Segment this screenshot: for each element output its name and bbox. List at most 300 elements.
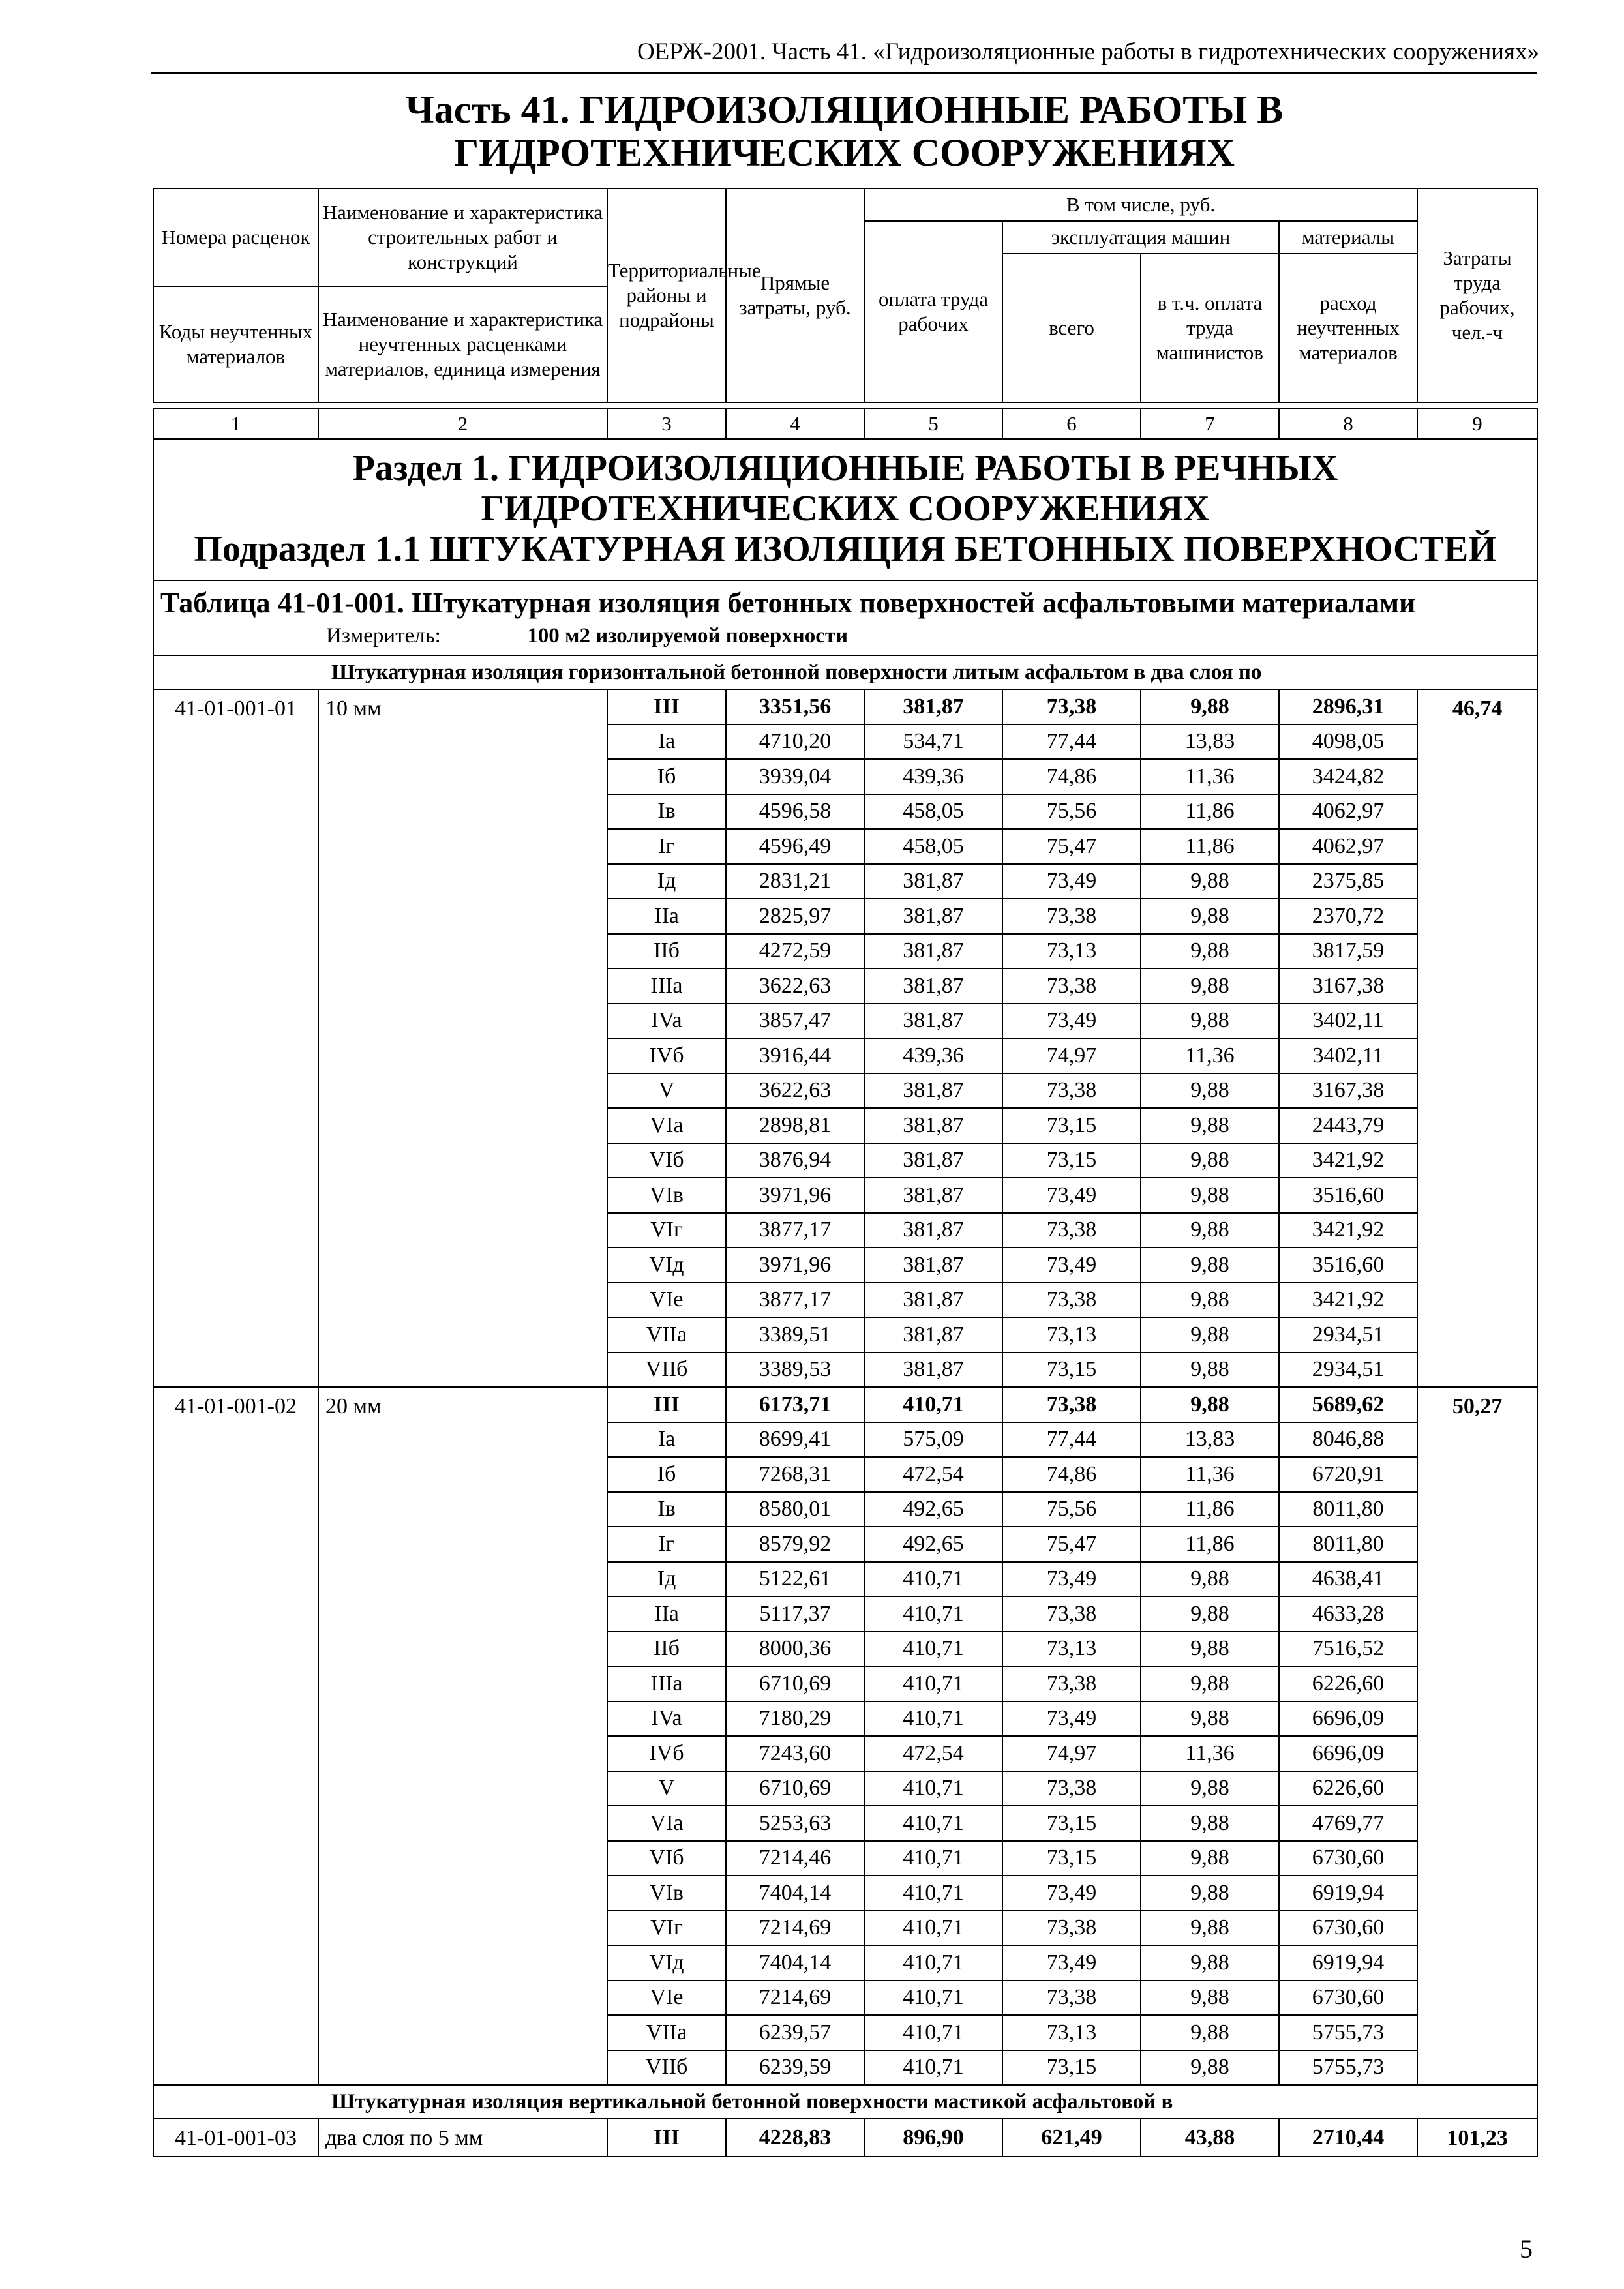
machines-total: 73,49 (1002, 1248, 1141, 1283)
materials-cost: 2443,79 (1279, 1108, 1417, 1143)
operator-wages: 43,88 (1141, 2119, 1279, 2157)
materials-cost: 3817,59 (1279, 934, 1417, 969)
column-number: 8 (1279, 408, 1417, 440)
labor-hours: 101,23 (1417, 2119, 1537, 2157)
operator-wages: 9,88 (1141, 1771, 1279, 1806)
materials-cost: 5755,73 (1279, 2050, 1417, 2086)
worker-wages: 439,36 (864, 1038, 1002, 1073)
machines-total: 73,38 (1002, 1213, 1141, 1248)
header-rate-numbers: Номера расценок (153, 188, 318, 286)
section-title-line: ГИДРОТЕХНИЧЕСКИХ СООРУЖЕНИЯХ (481, 488, 1210, 529)
machines-total: 73,15 (1002, 1108, 1141, 1143)
running-header: ОЕРЖ-2001. Часть 41. «Гидроизоляционные работы в гидротехнических сооружениях» (637, 38, 1539, 65)
region-code: Iб (607, 759, 726, 794)
region-code: VIa (607, 1806, 726, 1841)
operator-wages: 9,88 (1141, 1841, 1279, 1876)
worker-wages: 381,87 (864, 1178, 1002, 1213)
operator-wages: 9,88 (1141, 1353, 1279, 1388)
materials-cost: 6696,09 (1279, 1736, 1417, 1771)
machines-total: 73,49 (1002, 1701, 1141, 1737)
region-code: Iд (607, 1562, 726, 1597)
region-code: Ia (607, 1422, 726, 1458)
operator-wages: 9,88 (1141, 1596, 1279, 1632)
materials-cost: 6919,94 (1279, 1945, 1417, 1981)
region-code: III (607, 2119, 726, 2157)
region-code: VIIa (607, 2015, 726, 2050)
direct-costs: 4228,83 (726, 2119, 864, 2157)
materials-cost: 3421,92 (1279, 1143, 1417, 1178)
materials-cost: 4098,05 (1279, 725, 1417, 760)
header-material-name: Наименование и характеристика неучтенных расценками материалов, единица измерения (318, 286, 607, 402)
machines-total: 73,13 (1002, 934, 1141, 969)
operator-wages: 9,88 (1141, 1143, 1279, 1178)
rate-code: 41-01-001-03 (153, 2119, 318, 2157)
header-machines-total: всего (1002, 254, 1141, 402)
table-heading (153, 580, 1537, 655)
operator-wages: 11,86 (1141, 1527, 1279, 1562)
materials-cost: 2934,51 (1279, 1317, 1417, 1353)
direct-costs: 4596,49 (726, 829, 864, 864)
operator-wages: 9,88 (1141, 1945, 1279, 1981)
direct-costs: 3622,63 (726, 968, 864, 1004)
machines-total: 75,47 (1002, 829, 1141, 864)
materials-cost: 6919,94 (1279, 1876, 1417, 1911)
materials-cost: 7516,52 (1279, 1632, 1417, 1667)
direct-costs: 3971,96 (726, 1178, 864, 1213)
worker-wages: 472,54 (864, 1736, 1002, 1771)
worker-wages: 410,71 (864, 1666, 1002, 1701)
materials-cost: 6226,60 (1279, 1666, 1417, 1701)
region-code: IIб (607, 1632, 726, 1667)
materials-cost: 4062,97 (1279, 794, 1417, 830)
materials-cost: 2370,72 (1279, 899, 1417, 934)
region-code: IIa (607, 1596, 726, 1632)
worker-wages: 410,71 (864, 1562, 1002, 1597)
direct-costs: 4272,59 (726, 934, 864, 969)
region-code: VIIa (607, 1317, 726, 1353)
materials-cost: 8011,80 (1279, 1527, 1417, 1562)
operator-wages: 11,86 (1141, 1492, 1279, 1527)
worker-wages: 381,87 (864, 899, 1002, 934)
direct-costs: 3877,17 (726, 1213, 864, 1248)
header-machines-group: эксплуатация машин (1002, 221, 1279, 254)
machines-total: 73,38 (1002, 1596, 1141, 1632)
operator-wages: 9,88 (1141, 1317, 1279, 1353)
document-title-line: ГИДРОТЕХНИЧЕСКИХ СООРУЖЕНИЯХ (454, 131, 1235, 174)
direct-costs: 7268,31 (726, 1457, 864, 1492)
region-code: IIб (607, 934, 726, 969)
materials-cost: 5755,73 (1279, 2015, 1417, 2050)
machines-total: 73,38 (1002, 689, 1141, 725)
operator-wages: 9,88 (1141, 2050, 1279, 2086)
table-title: Таблица 41-01-001. Штукатурная изоляция бетонных поверхностей асфальтовыми материалами (160, 587, 1416, 619)
region-code: VIe (607, 1981, 726, 2016)
direct-costs: 3389,53 (726, 1353, 864, 1388)
worker-wages: 410,71 (864, 1911, 1002, 1946)
materials-cost: 3167,38 (1279, 1073, 1417, 1109)
column-number: 6 (1002, 408, 1141, 440)
operator-wages: 13,83 (1141, 1422, 1279, 1458)
direct-costs: 3857,47 (726, 1004, 864, 1039)
operator-wages: 9,88 (1141, 1876, 1279, 1911)
region-code: VIIб (607, 1353, 726, 1388)
column-number: 5 (864, 408, 1002, 440)
worker-wages: 410,71 (864, 2015, 1002, 2050)
region-code: Iг (607, 829, 726, 864)
direct-costs: 8699,41 (726, 1422, 864, 1458)
table-row (153, 2119, 1537, 2157)
machines-total: 74,86 (1002, 1457, 1141, 1492)
worker-wages: 381,87 (864, 934, 1002, 969)
region-code: III (607, 1387, 726, 1422)
machines-total: 73,13 (1002, 2015, 1141, 2050)
worker-wages: 492,65 (864, 1492, 1002, 1527)
worker-wages: 381,87 (864, 1353, 1002, 1388)
operator-wages: 9,88 (1141, 1004, 1279, 1039)
worker-wages: 381,87 (864, 1248, 1002, 1283)
machines-total: 75,56 (1002, 1492, 1141, 1527)
machines-total: 73,15 (1002, 2050, 1141, 2086)
direct-costs: 4596,58 (726, 794, 864, 830)
meter-value: 100 м2 изолируемой поверхности (527, 624, 849, 648)
operator-wages: 9,88 (1141, 1213, 1279, 1248)
header-operator-wages: в т.ч. оплата труда машинистов (1141, 254, 1279, 402)
region-code: VIб (607, 1143, 726, 1178)
direct-costs: 6710,69 (726, 1771, 864, 1806)
table-row (153, 689, 1537, 725)
worker-wages: 381,87 (864, 1073, 1002, 1109)
region-code: III (607, 689, 726, 725)
worker-wages: 458,05 (864, 829, 1002, 864)
worker-wages: 381,87 (864, 1283, 1002, 1318)
direct-costs: 6710,69 (726, 1666, 864, 1701)
direct-costs: 5122,61 (726, 1562, 864, 1597)
work-description: два слоя по 5 мм (318, 2119, 607, 2157)
header-work-name: Наименование и характеристика строительных работ и конструкций (318, 188, 607, 286)
machines-total: 73,49 (1002, 1945, 1141, 1981)
worker-wages: 492,65 (864, 1527, 1002, 1562)
header-including-group: В том числе, руб. (864, 188, 1417, 221)
direct-costs: 2825,97 (726, 899, 864, 934)
direct-costs: 6239,57 (726, 2015, 864, 2050)
materials-cost: 2934,51 (1279, 1353, 1417, 1388)
worker-wages: 381,87 (864, 1143, 1002, 1178)
materials-cost: 3167,38 (1279, 968, 1417, 1004)
worker-wages: 410,71 (864, 1596, 1002, 1632)
operator-wages: 9,88 (1141, 1248, 1279, 1283)
region-code: Iв (607, 794, 726, 830)
direct-costs: 8000,36 (726, 1632, 864, 1667)
worker-wages: 381,87 (864, 1108, 1002, 1143)
worker-wages: 896,90 (864, 2119, 1002, 2157)
region-code: Iд (607, 864, 726, 899)
direct-costs: 3877,17 (726, 1283, 864, 1318)
operator-wages: 9,88 (1141, 1108, 1279, 1143)
worker-wages: 472,54 (864, 1457, 1002, 1492)
direct-costs: 7214,46 (726, 1841, 864, 1876)
document-title (151, 88, 1537, 174)
operator-wages: 9,88 (1141, 864, 1279, 899)
machines-total: 73,15 (1002, 1841, 1141, 1876)
worker-wages: 381,87 (864, 1004, 1002, 1039)
machines-total: 73,38 (1002, 1073, 1141, 1109)
direct-costs: 8579,92 (726, 1527, 864, 1562)
machines-total: 73,49 (1002, 864, 1141, 899)
header-direct-costs: Прямые затраты, руб. (726, 188, 864, 402)
region-code: IVб (607, 1038, 726, 1073)
machines-total: 77,44 (1002, 1422, 1141, 1458)
worker-wages: 534,71 (864, 725, 1002, 760)
machines-total: 73,38 (1002, 1387, 1141, 1422)
header-rule (151, 72, 1537, 74)
materials-cost: 4633,28 (1279, 1596, 1417, 1632)
meter-line (160, 624, 1531, 648)
materials-cost: 6730,60 (1279, 1841, 1417, 1876)
region-code: V (607, 1073, 726, 1109)
region-code: VIa (607, 1108, 726, 1143)
operator-wages: 11,36 (1141, 1457, 1279, 1492)
direct-costs: 7404,14 (726, 1876, 864, 1911)
machines-total: 621,49 (1002, 2119, 1141, 2157)
subsection-title: Подраздел 1.1 ШТУКАТУРНАЯ ИЗОЛЯЦИЯ БЕТОННЫХ ПОВЕРХНОСТЕЙ (194, 529, 1497, 569)
machines-total: 75,56 (1002, 794, 1141, 830)
machines-total: 73,13 (1002, 1317, 1141, 1353)
direct-costs: 3622,63 (726, 1073, 864, 1109)
column-number: 9 (1417, 408, 1537, 440)
column-number: 7 (1141, 408, 1279, 440)
materials-cost: 2710,44 (1279, 2119, 1417, 2157)
machines-total: 73,38 (1002, 1283, 1141, 1318)
group-caption: Штукатурная изоляция горизонтальной бетонной поверхности литым асфальтом в два слоя по (153, 655, 1537, 689)
worker-wages: 381,87 (864, 1213, 1002, 1248)
operator-wages: 9,88 (1141, 1911, 1279, 1946)
machines-total: 73,13 (1002, 1632, 1141, 1667)
direct-costs: 7243,60 (726, 1736, 864, 1771)
materials-cost: 6730,60 (1279, 1911, 1417, 1946)
machines-total: 73,15 (1002, 1353, 1141, 1388)
direct-costs: 6239,59 (726, 2050, 864, 2086)
column-number: 2 (318, 408, 607, 440)
operator-wages: 9,88 (1141, 1283, 1279, 1318)
worker-wages: 381,87 (864, 968, 1002, 1004)
machines-total: 73,38 (1002, 1771, 1141, 1806)
materials-cost: 3421,92 (1279, 1213, 1417, 1248)
region-code: V (607, 1771, 726, 1806)
operator-wages: 11,36 (1141, 759, 1279, 794)
machines-total: 74,97 (1002, 1038, 1141, 1073)
operator-wages: 9,88 (1141, 934, 1279, 969)
materials-cost: 3402,11 (1279, 1038, 1417, 1073)
materials-cost: 3402,11 (1279, 1004, 1417, 1039)
column-number: 4 (726, 408, 864, 440)
column-number: 1 (153, 408, 318, 440)
operator-wages: 9,88 (1141, 1562, 1279, 1597)
worker-wages: 410,71 (864, 1806, 1002, 1841)
operator-wages: 9,88 (1141, 1806, 1279, 1841)
region-code: IVб (607, 1736, 726, 1771)
operator-wages: 9,88 (1141, 1701, 1279, 1737)
operator-wages: 9,88 (1141, 689, 1279, 725)
machines-total: 73,15 (1002, 1806, 1141, 1841)
region-code: IIIa (607, 1666, 726, 1701)
region-code: Ia (607, 725, 726, 760)
materials-cost: 6226,60 (1279, 1771, 1417, 1806)
section-heading (153, 438, 1537, 580)
machines-total: 75,47 (1002, 1527, 1141, 1562)
operator-wages: 11,86 (1141, 829, 1279, 864)
direct-costs: 3939,04 (726, 759, 864, 794)
machines-total: 73,49 (1002, 1876, 1141, 1911)
materials-cost: 6720,91 (1279, 1457, 1417, 1492)
header-worker-wages: оплата труда рабочих (864, 221, 1002, 402)
labor-hours: 46,74 (1417, 689, 1537, 1387)
worker-wages: 410,71 (864, 1632, 1002, 1667)
operator-wages: 9,88 (1141, 1666, 1279, 1701)
column-header-table (153, 188, 1538, 403)
worker-wages: 410,71 (864, 1981, 1002, 2016)
materials-cost: 3516,60 (1279, 1248, 1417, 1283)
worker-wages: 410,71 (864, 1876, 1002, 1911)
header-territorial-regions: Территориальные районы и подрайоны (607, 188, 726, 402)
direct-costs: 6173,71 (726, 1387, 864, 1422)
table-row (153, 1387, 1537, 1422)
region-code: VIe (607, 1283, 726, 1318)
worker-wages: 458,05 (864, 794, 1002, 830)
region-code: Iв (607, 1492, 726, 1527)
region-code: VIб (607, 1841, 726, 1876)
operator-wages: 11,86 (1141, 794, 1279, 830)
direct-costs: 7214,69 (726, 1911, 864, 1946)
region-code: Iб (607, 1457, 726, 1492)
operator-wages: 9,88 (1141, 1387, 1279, 1422)
region-code: IIIa (607, 968, 726, 1004)
region-code: Iг (607, 1527, 726, 1562)
direct-costs: 7404,14 (726, 1945, 864, 1981)
direct-costs: 2898,81 (726, 1108, 864, 1143)
operator-wages: 13,83 (1141, 725, 1279, 760)
document-title-line: Часть 41. ГИДРОИЗОЛЯЦИОННЫЕ РАБОТЫ В (405, 88, 1284, 131)
materials-cost: 3424,82 (1279, 759, 1417, 794)
region-code: VIIб (607, 2050, 726, 2086)
machines-total: 74,86 (1002, 759, 1141, 794)
worker-wages: 410,71 (864, 1841, 1002, 1876)
direct-costs: 4710,20 (726, 725, 864, 760)
region-code: VIг (607, 1911, 726, 1946)
materials-cost: 2896,31 (1279, 689, 1417, 725)
direct-costs: 3351,56 (726, 689, 864, 725)
direct-costs: 5253,63 (726, 1806, 864, 1841)
worker-wages: 410,71 (864, 1945, 1002, 1981)
materials-cost: 3421,92 (1279, 1283, 1417, 1318)
rate-code: 41-01-001-02 (153, 1387, 318, 2085)
worker-wages: 439,36 (864, 759, 1002, 794)
work-description: 20 мм (318, 1387, 607, 2085)
materials-cost: 8046,88 (1279, 1422, 1417, 1458)
direct-costs: 3971,96 (726, 1248, 864, 1283)
operator-wages: 9,88 (1141, 2015, 1279, 2050)
rate-code: 41-01-001-01 (153, 689, 318, 1387)
meter-label: Измеритель: (326, 624, 441, 648)
worker-wages: 381,87 (864, 864, 1002, 899)
machines-total: 73,38 (1002, 1666, 1141, 1701)
column-number-row (153, 408, 1538, 440)
materials-cost: 4638,41 (1279, 1562, 1417, 1597)
header-materials-consumption: расход неучтенных материалов (1279, 254, 1417, 402)
direct-costs: 3389,51 (726, 1317, 864, 1353)
machines-total: 74,97 (1002, 1736, 1141, 1771)
group-caption: Штукатурная изоляция вертикальной бетонной поверхности мастикой асфальтовой в (153, 2085, 1537, 2119)
worker-wages: 410,71 (864, 1771, 1002, 1806)
region-code: IVa (607, 1004, 726, 1039)
direct-costs: 2831,21 (726, 864, 864, 899)
machines-total: 73,49 (1002, 1004, 1141, 1039)
materials-cost: 4769,77 (1279, 1806, 1417, 1841)
direct-costs: 3876,94 (726, 1143, 864, 1178)
machines-total: 73,15 (1002, 1143, 1141, 1178)
materials-cost: 5689,62 (1279, 1387, 1417, 1422)
materials-cost: 6730,60 (1279, 1981, 1417, 2016)
direct-costs: 7180,29 (726, 1701, 864, 1737)
direct-costs: 5117,37 (726, 1596, 864, 1632)
machines-total: 73,49 (1002, 1562, 1141, 1597)
machines-total: 73,38 (1002, 968, 1141, 1004)
direct-costs: 3916,44 (726, 1038, 864, 1073)
rates-table (153, 438, 1538, 2157)
region-code: VIд (607, 1945, 726, 1981)
region-code: VIв (607, 1178, 726, 1213)
materials-cost: 2375,85 (1279, 864, 1417, 899)
region-code: VIд (607, 1248, 726, 1283)
section-title-line: Раздел 1. ГИДРОИЗОЛЯЦИОННЫЕ РАБОТЫ В РЕЧНЫХ (352, 448, 1338, 488)
materials-cost: 4062,97 (1279, 829, 1417, 864)
operator-wages: 9,88 (1141, 899, 1279, 934)
direct-costs: 7214,69 (726, 1981, 864, 2016)
header-material-codes: Коды неучтенных материалов (153, 286, 318, 402)
machines-total: 77,44 (1002, 725, 1141, 760)
operator-wages: 9,88 (1141, 1632, 1279, 1667)
region-code: VIв (607, 1876, 726, 1911)
operator-wages: 11,36 (1141, 1038, 1279, 1073)
materials-cost: 3516,60 (1279, 1178, 1417, 1213)
materials-cost: 6696,09 (1279, 1701, 1417, 1737)
worker-wages: 410,71 (864, 2050, 1002, 2086)
worker-wages: 410,71 (864, 1387, 1002, 1422)
machines-total: 73,38 (1002, 1981, 1141, 2016)
direct-costs: 8580,01 (726, 1492, 864, 1527)
materials-cost: 8011,80 (1279, 1492, 1417, 1527)
worker-wages: 381,87 (864, 1317, 1002, 1353)
worker-wages: 410,71 (864, 1701, 1002, 1737)
region-code: IIa (607, 899, 726, 934)
region-code: VIг (607, 1213, 726, 1248)
labor-hours: 50,27 (1417, 1387, 1537, 2085)
work-description: 10 мм (318, 689, 607, 1387)
operator-wages: 9,88 (1141, 1073, 1279, 1109)
machines-total: 73,38 (1002, 1911, 1141, 1946)
operator-wages: 9,88 (1141, 1981, 1279, 2016)
region-code: IVa (607, 1701, 726, 1737)
worker-wages: 575,09 (864, 1422, 1002, 1458)
operator-wages: 9,88 (1141, 1178, 1279, 1213)
header-materials-group: материалы (1279, 221, 1417, 254)
header-labor-costs: Затраты труда рабочих, чел.-ч (1417, 188, 1537, 402)
operator-wages: 11,36 (1141, 1736, 1279, 1771)
worker-wages: 381,87 (864, 689, 1002, 725)
operator-wages: 9,88 (1141, 968, 1279, 1004)
machines-total: 73,38 (1002, 899, 1141, 934)
column-number: 3 (607, 408, 726, 440)
page-number: 5 (1520, 2234, 1533, 2264)
